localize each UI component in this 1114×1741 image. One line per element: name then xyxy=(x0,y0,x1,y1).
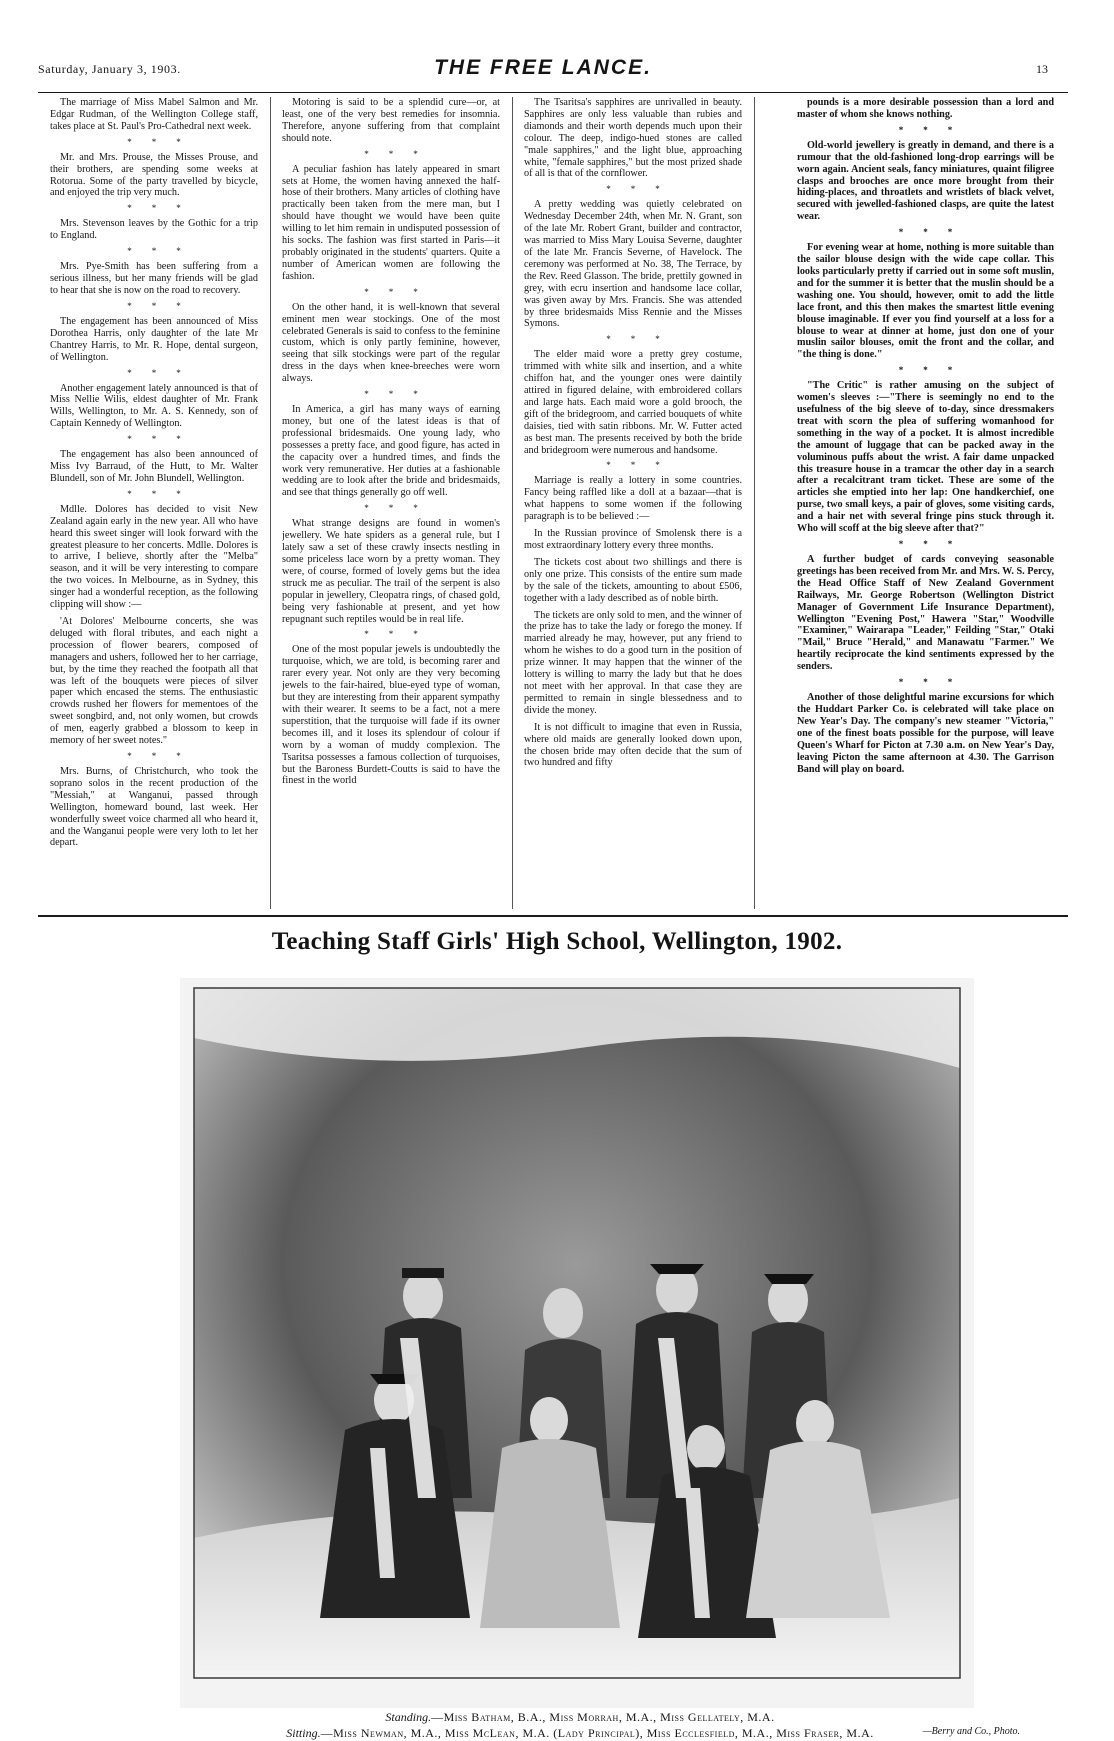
separator-stars: *** xyxy=(364,148,438,159)
separator-stars: *** xyxy=(364,389,438,400)
column-divider xyxy=(754,97,755,909)
section-rule xyxy=(38,915,1068,917)
photo-caption-standing xyxy=(180,1710,980,1725)
caption-label-sitting: Sitting. xyxy=(286,1726,321,1740)
paragraph: Mr. and Mrs. Prouse, the Misses Prouse, and their brothers, are spending some weeks at Rotorua. Some of the party travelled by bicycle, and enjoyed the trip very much. xyxy=(50,151,258,199)
separator-stars: *** xyxy=(127,300,201,311)
paragraph: What strange designs are found in women's jewellery. We hate spiders as a general rule, but I lately saw a set of these crawly insects nestling in some priceless lace worn by a pretty woman. They were, of course, formed of lovely gems but the idea struck me as peculiar. The trail of the serpent is also popular in jewellery, Cleopatra rings, of chased gold, being very fashionable at present, and yet how repugnant such reptiles would be in real life. xyxy=(282,518,500,625)
paragraph: 'At Dolores' Melbourne concerts, she was deluged with floral tributes, and each night a procession of flower bearers, composed of managers and ushers, followed her to her carriage, but, by the time they reached the footpath all that was left of the bouquets were pieces of silver paper which encased the stems. The enthusiastic crowds rushed her flowers for mementoes of the sweet songbird, and, not only women, but crowds of men, eagerly grabbed a blossom to keep in memory of her sweet notes." xyxy=(50,616,258,747)
paragraph: The engagement has been announced of Miss Dorothea Harris, only daughter of the late Mr Chantrey Harris, to Mr. R. Hope, dental surgeon, of Wellington. xyxy=(50,315,258,363)
group-photograph xyxy=(180,978,974,1714)
header-rule xyxy=(38,92,1068,93)
separator-stars: *** xyxy=(898,124,973,135)
paragraph: Another of those delightful marine excursions for which the Huddart Parker Co. is celebrated will take place on New Year's Day. The company's new steamer "Victoria," one of the finest boats possible for the purpose, will leave Queen's Wharf for Picton at 7.30 a.m. on New Year's Day, leaving Picton the same afternoon at 4.30. The Garrison Band will play on board. xyxy=(797,692,1054,775)
page-number: 13 xyxy=(1036,62,1048,76)
paragraph: For evening wear at home, nothing is more suitable than the sailor blouse design with the wide cape collar. This looks particularly pretty if carried out in some soft muslin, and for the summer it is better that the muslin should be a washing one. You should, however, omit to add the little lace front, and this then makes the smartest little evening blouse imaginable. If ever you find yourself at a loss for a blouse to wear at dinner at home, just don one of your muslin sailor blouses, omit the front and the collar, and "the thing is done." xyxy=(797,242,1054,361)
paragraph: Motoring is said to be a splendid cure—or, at least, one of the very best remedies for insomnia. Therefore, anyone suffering from that complaint should note. xyxy=(282,97,500,144)
separator-stars: *** xyxy=(898,539,973,549)
photo-headline: Teaching Staff Girls' High School, Wellington, 1902. xyxy=(271,928,843,955)
paragraph: One of the most popular jewels is undoubtedly the turquoise, which, we are told, is becoming rarer and rarer every year. Not only are they very becoming jewels to the fair-haired, blue-eyed type of woman, but they are interesting from their apparent sympathy with their wearer. It seems to be a fact, not a mere superstition, that the turquoise will fade if its owner becomes ill, and it loses its splendour of colour if worn by a woman of muddy complexion. The Tsaritsa possesses a famous collection of turquoises, but the Baroness Burdett-Coutts is said to have the finest in the world xyxy=(282,644,500,787)
paragraph: The elder maid wore a pretty grey costume, trimmed with white silk and insertion, and a white chiffon hat, and the younger ones were daintily attired in figured delaine, with embroidered collars and large hats. Each maid wore a gold brooch, the gift of the bridegroom, and carried bouquets of white daisies, tied with satin ribbons. Mr. W. Futter acted as best man. The presents received by both the bride and bridegroom were numerous and handsome. xyxy=(524,349,742,456)
group-photograph-image xyxy=(180,978,974,1708)
paragraph: A further budget of cards conveying seasonable greetings has been received from Mr. and Mrs. W. S. Percy, the Head Office Staff of New Zealand Government Railways, Mr. George Robertson (Wellington District Manager of Government Life Insurance Department), Wellington "Evening Post," Hawera "Star," Woodville "Examiner," Wairarapa "Leader," Feilding "Star," Otaki "Mail," Bruce "Herald," and Manawatu "Farmer." We heartily reciprocate the kind sentiments expressed by the senders. xyxy=(797,554,1054,673)
column-divider xyxy=(270,97,271,909)
column-3 xyxy=(524,97,742,909)
separator-stars: *** xyxy=(606,460,680,471)
column-1 xyxy=(50,97,258,909)
paragraph: Mrs. Stevenson leaves by the Gothic for a trip to England. xyxy=(50,218,258,242)
separator-stars: *** xyxy=(606,334,680,345)
separator-stars: *** xyxy=(898,677,973,688)
caption-names-standing: —Miss Batham, B.A., Miss Morrah, M.A., Miss Gellately, M.A. xyxy=(431,1710,775,1724)
column-divider xyxy=(512,97,513,909)
separator-stars: *** xyxy=(127,246,201,257)
photo-caption-sitting xyxy=(180,1726,1020,1741)
caption-names-sitting: —Miss Newman, M.A., Miss McLean, M.A. (Lady Principal), Miss Ecclesfield, M.A., Miss Fraser, M.A. xyxy=(320,1726,874,1740)
caption-label-standing: Standing. xyxy=(385,1710,432,1724)
column-4 xyxy=(797,97,1054,909)
separator-stars: *** xyxy=(364,503,438,514)
separator-stars: *** xyxy=(898,365,973,376)
paragraph: A pretty wedding was quietly celebrated on Wednesday December 24th, when Mr. N. Grant, son of the late Mr. Robert Grant, builder and contractor, was married to Miss Mary Louisa Severne, daughter of the late Mr. Francis Severne, of Havelock. The ceremony was performed at No. 38, The Terrace, by the Rev. Reed Glasson. The bride, prettily gowned in grey, with ecru insertion and handsome lace collar, was given away by Mrs. Francis. She was attended by three bridesmaids Miss Rennie and the Misses Symons. xyxy=(524,199,742,330)
paragraph: In America, a girl has many ways of earning money, but one of the latest ideas is that of professional bridesmaids. One young lady, who possesses a pretty face, and good figure, has acted in the capacity over a hundred times, and finds the work very remunerative. Her duties at a fashionable wedding are to look after the bride and bridesmaids, and see that things generally go off well. xyxy=(282,404,500,499)
paragraph: Mrs. Pye-Smith has been suffering from a serious illness, but her many friends will be glad to hear that she is now on the road to recovery. xyxy=(50,261,258,296)
paragraph: pounds is a more desirable possession than a lord and master of whom she knows nothing. xyxy=(797,97,1054,120)
paragraph: The tickets are only sold to men, and the winner of the prize has to take the lady or forego the money. If married already he may, however, put any friend to whom he wishes to do a good turn in the position of prize winner. It may happen that the winner of the lottery is willing to marry the lady but that he does not meet with her approval. In that case they are permitted to remain in single blessedness and to divide the money. xyxy=(524,609,742,716)
paragraph: Another engagement lately announced is that of Miss Nellie Wilis, eldest daughter of Mr. Frank Wills, Wellington, to Mr. A. S. Kennedy, son of Captain Kennedy of Wellington. xyxy=(50,382,258,430)
paragraph: The engagement has also been announced of Miss Ivy Barraud, of the Hutt, to Mr. Walter Blundell, son of Mr. John Blundell, Wellington. xyxy=(50,449,258,484)
separator-stars: *** xyxy=(364,286,438,297)
paragraph: The marriage of Miss Mabel Salmon and Mr. Edgar Rudman, of the Wellington College staff, takes place at St. Paul's Pro-Cathedral next week. xyxy=(50,97,258,132)
paragraph: The tickets cost about two shillings and there is only one prize. This consists of the entire sum made by the sale of the tickets, amounting to about £506, together with a lady described as of noble birth. xyxy=(524,556,742,604)
separator-stars: *** xyxy=(127,203,201,214)
paragraph: Mdlle. Dolores has decided to visit New Zealand again early in the new year. All who have heard this sweet singer will look forward with the greatest pleasure to her concerts. Mdlle. Dolores is to arrive, I believe, shortly after the "Melba" season, and it will be very interesting to compare the two voices. In Melbourne, as in Sydney, this singer had a wonderful reception, as the following clipping will show :— xyxy=(50,503,258,611)
running-head xyxy=(38,56,1048,86)
separator-stars: *** xyxy=(364,629,438,640)
separator-stars: *** xyxy=(127,434,201,445)
masthead-title: THE FREE LANCE. xyxy=(434,56,652,79)
separator-stars: *** xyxy=(127,750,201,761)
photo-credit: —Berry and Co., Photo. xyxy=(922,1726,1020,1737)
paragraph: On the other hand, it is well-known that several eminent men wear stockings. One of the most celebrated Generals is said to confess to the feminine custom, which is only partly feminine, however, seeing that silk stockings were part of the regular dress in the days when knee-breeches were worn always. xyxy=(282,301,500,385)
separator-stars: *** xyxy=(127,488,201,499)
paragraph: "The Critic" is rather amusing on the subject of women's sleeves :—"There is seemingly no end to the usefulness of the big sleeve of to-day, since dressmakers treat with scorn the plea of suffering womanhood for something in the way of a pocket. It is almost incredible the amount of luggage that can be packed away in the voluminous puffs about the wrist. A fair dame unpacked this treasure house in a tramcar the other day in a search after a recalcitrant tram ticket. These are some of the articles she emptied into her lap: One handkerchief, one purse, two small keys, a pair of gloves, some visiting cards, and a hair net with several fringe pins stuck through it. Who will scoff at the big sleeve after that?" xyxy=(797,380,1054,535)
separator-stars: *** xyxy=(127,136,201,147)
separator-stars: *** xyxy=(898,227,973,238)
paragraph: A peculiar fashion has lately appeared in smart sets at Home, the women having annexed the half-hose of their brothers. Many articles of clothing have practically been taken from the mere man, but I should have thought we would have been quite willing to let him remain in undisputed possession of his socks. The fashion was first started in Paris—it probably originated in the students' quarters. Quite a number of American women are following the fashion. xyxy=(282,163,500,282)
paragraph: Marriage is really a lottery in some countries. Fancy being raffled like a doll at a bazaar—that is what happens to some women if the following paragraph is to be believed :— xyxy=(524,475,742,523)
paragraph: In the Russian province of Smolensk there is a most extraordinary lottery every three months. xyxy=(524,528,742,551)
issue-date: Saturday, January 3, 1903. xyxy=(38,62,181,76)
separator-stars: *** xyxy=(606,184,680,195)
paragraph: It is not difficult to imagine that even in Russia, where old maids are generally looked down upon, the chosen bride may often decide that the sum of two hundred and fifty xyxy=(524,721,742,769)
column-2 xyxy=(282,97,500,909)
paragraph: Old-world jewellery is greatly in demand, and there is a rumour that the old-fashioned long-drop earrings will be worn again. Ancient seals, fancy miniatures, quaint filigree clasps and brooches are once more brought from their hiding-places, and throatlets and wristlets of black velvet, secured with jewelled-fashioned clasps, are quite the latest wear. xyxy=(797,139,1054,223)
paragraph: Mrs. Burns, of Christchurch, who took the soprano solos in the recent production of the "Messiah," at Wanganui, passed through Wellington, homeward bound, last week. Her wonderfully sweet voice charmed all who heard it, and the Wanganui people were very loth to let her depart. xyxy=(50,765,258,849)
separator-stars: *** xyxy=(127,367,201,378)
paragraph: The Tsaritsa's sapphires are unrivalled in beauty. Sapphires are only less valuable than rubies and diamonds and their worth depends much upon their colour. The deep, indigo-hued stones are called "male sapphires," and the light blue, approaching white, "female sapphires," but the most prized shade of all is that of the cornflower. xyxy=(524,97,742,180)
